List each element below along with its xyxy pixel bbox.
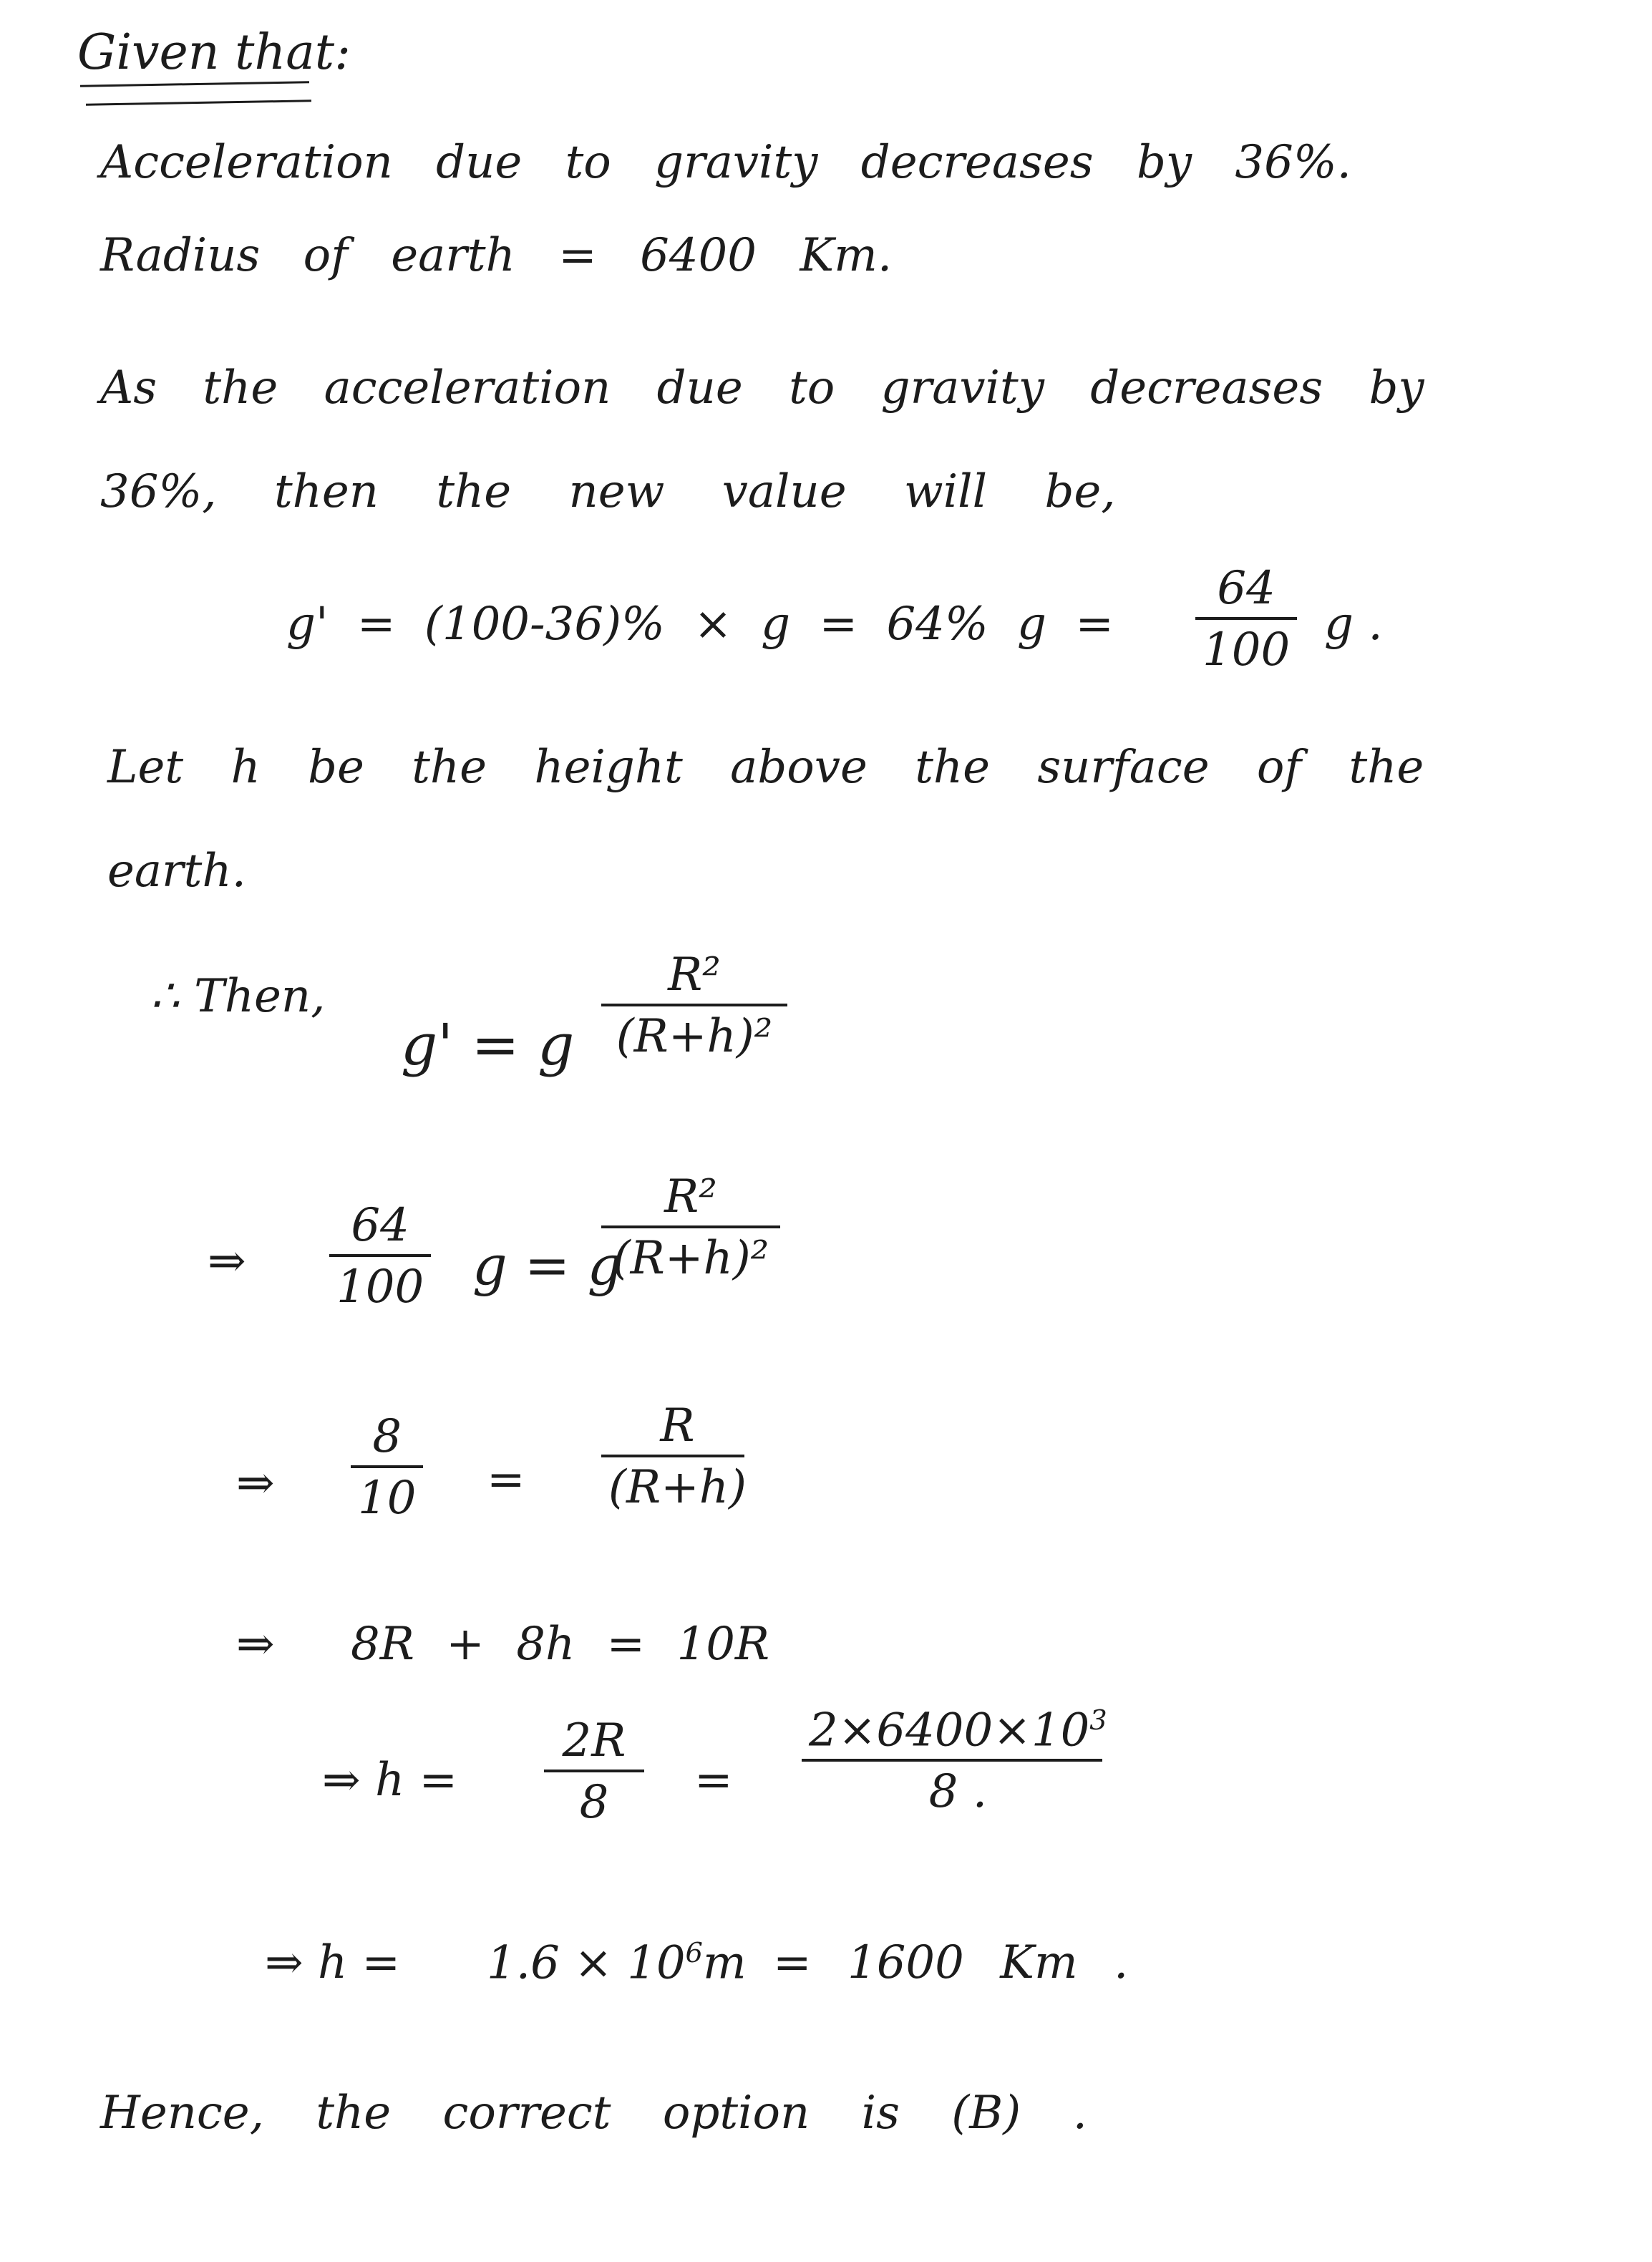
fraction-denominator: 8 [579,1776,609,1829]
fraction-denominator: (R+h) [608,1461,747,1514]
fraction-numerator: R [660,1399,695,1452]
fraction-numerator: 64 [1217,562,1276,615]
explanation-line-2: 36%, then the new value will be, [100,465,1116,518]
step3-equals: = [487,1453,525,1506]
fraction-denominator: 10 [358,1472,417,1525]
fraction-denominator: 8 . [928,1765,988,1819]
step6-unit: m [702,1936,747,1990]
fraction-denominator: (R+h)² [612,1232,769,1285]
step2-fraction-r-squared [601,1170,780,1285]
fraction-denominator: (R+h)² [616,1010,773,1063]
given-line-gravity: Acceleration due to gravity decreases by 36%. [100,136,1351,189]
fraction-64-over-100 [1195,562,1297,676]
explanation-line-1: As the acceleration due to gravity decreases by [100,361,1424,414]
step2-arrow: ⇒ [208,1235,246,1288]
step6-exponent: 6 [685,1937,703,1969]
equation-g-tail: g . [1324,598,1383,651]
step6-lhs: ⇒ h = [265,1936,401,1989]
given-line-radius: Radius of earth = 6400 Km. [100,229,893,282]
step5-lhs: ⇒ h = [322,1754,458,1807]
fraction-numerator: 64 [351,1199,409,1252]
step1-fraction [601,948,787,1063]
step5-equals: = [694,1754,733,1807]
heading-underline-second [86,99,311,105]
fraction-denominator: 100 [336,1261,424,1314]
equation-g-prime: g' = (100-36)% × g = 64% g = [286,598,1114,651]
fraction-numerator: R² [668,948,721,1001]
fraction-numerator: 8 [372,1410,402,1463]
fraction-numerator: 2R [562,1714,626,1767]
step3-fraction-8-over-10 [351,1410,423,1525]
step5-numerator-exponent: 3 [1089,1704,1107,1737]
step5-fraction-2r-over-8 [544,1714,644,1829]
fraction-numerator [802,1704,1114,1759]
fraction-denominator: 100 [1202,623,1291,676]
step1-prefix: ∴ Then, [150,970,326,1023]
step2-fraction-64-over-100 [329,1199,431,1314]
step6-value [487,1936,747,1990]
step1-lhs: g' = g [401,1011,575,1078]
step2-middle: g = g [472,1233,623,1297]
step6-result: = 1600 Km . [773,1936,1129,1989]
step5-numerator-base: 2×6400×10 [809,1704,1090,1757]
step5-fraction-numeric [802,1704,1114,1819]
given-heading: Given that: [77,24,351,81]
step4-equation: 8R + 8h = 10R [351,1618,770,1671]
step4-arrow: ⇒ [236,1618,275,1671]
height-intro-line-2: earth. [107,845,246,898]
step6-mantissa: 1.6 × 10 [487,1936,686,1990]
conclusion-text: Hence, the correct option is (B) . [100,2087,1087,2140]
fraction-numerator: R² [664,1170,717,1223]
step3-fraction-r-over-rh [601,1399,754,1514]
step3-arrow: ⇒ [236,1457,275,1510]
height-intro-line-1: Let h be the height above the surface of the [107,741,1424,794]
heading-underline [80,81,309,87]
